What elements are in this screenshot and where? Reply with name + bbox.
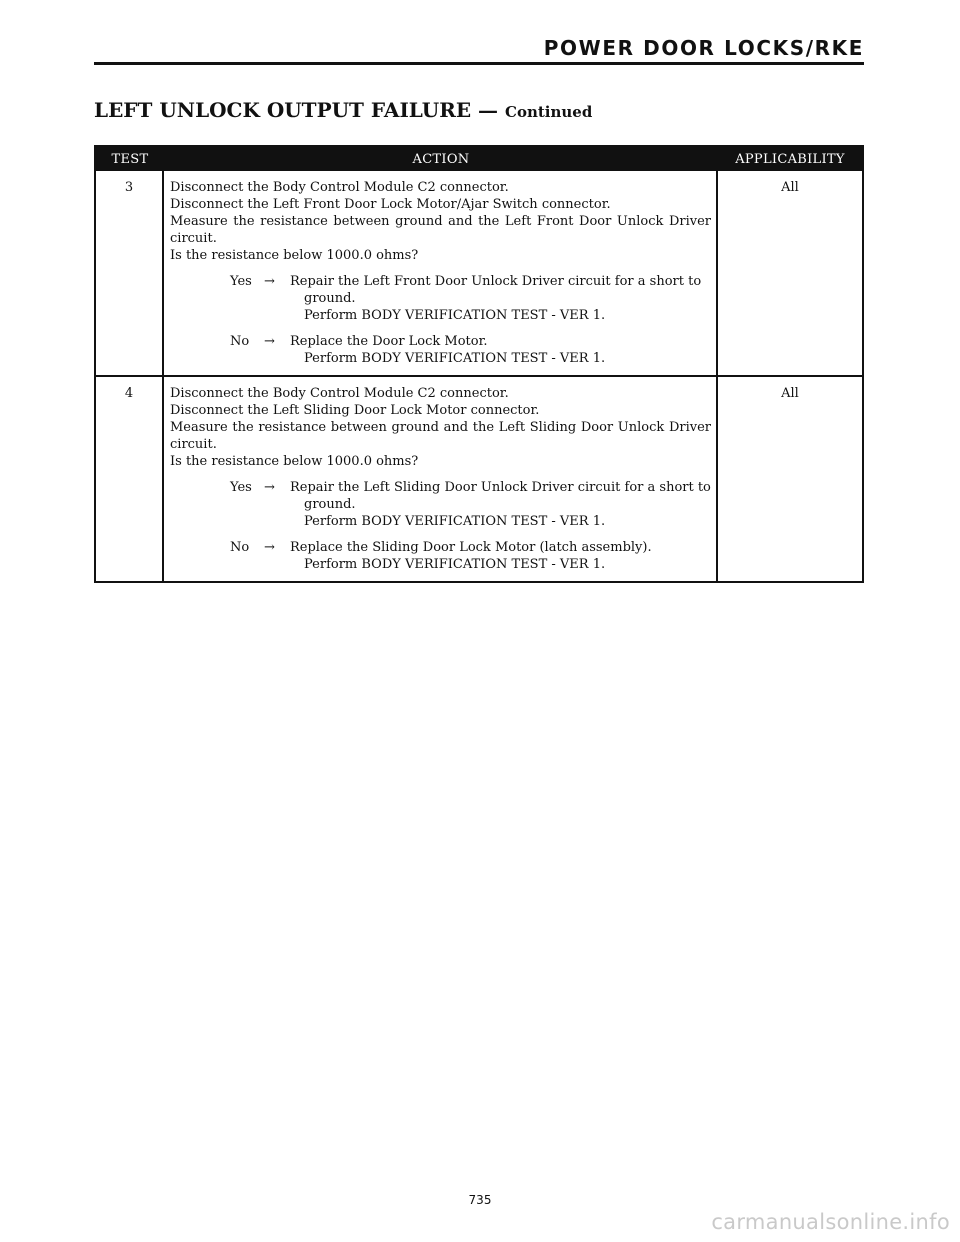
watermark-text: carmanualsonline.info xyxy=(711,1210,950,1234)
test-number: 3 xyxy=(96,171,164,375)
action-step: Disconnect the Left Sliding Door Lock Motor connector. xyxy=(170,403,540,418)
action-cell xyxy=(164,377,718,581)
answer-no-text: Replace the Door Lock Motor. xyxy=(290,334,488,349)
answer-yes-text: Perform BODY VERIFICATION TEST - VER 1. xyxy=(304,308,606,323)
action-step: Measure the resistance between ground and the Left Front Door Unlock Driver circuit. xyxy=(170,214,711,246)
applicability-cell: All xyxy=(781,180,799,195)
action-cell xyxy=(164,171,718,375)
answer-yes-text: ground. xyxy=(304,497,356,512)
test-number: 4 xyxy=(96,377,164,581)
running-header-title: POWER DOOR LOCKS/RKE xyxy=(543,36,864,60)
action-step: Disconnect the Body Control Module C2 connector. xyxy=(170,180,509,195)
answer-no-label: No xyxy=(230,540,250,555)
answer-yes xyxy=(170,273,711,324)
action-question: Is the resistance below 1000.0 ohms? xyxy=(170,454,419,469)
answer-yes-text: Repair the Left Sliding Door Unlock Driver circuit for a short to xyxy=(290,480,711,495)
answer-no-text: Perform BODY VERIFICATION TEST - VER 1. xyxy=(304,557,606,572)
answer-yes-text: Repair the Left Front Door Unlock Driver circuit for a short to xyxy=(290,274,702,289)
answer-no xyxy=(170,333,711,367)
column-header-applicability: APPLICABILITY xyxy=(735,151,845,167)
section-title xyxy=(94,97,592,125)
table-row xyxy=(96,375,862,581)
diagnostic-table xyxy=(94,145,864,583)
applicability-cell: All xyxy=(781,386,799,401)
action-step: Disconnect the Left Front Door Lock Motor/Ajar Switch connector. xyxy=(170,197,611,212)
page-number: 735 xyxy=(468,1193,492,1207)
table-header xyxy=(96,147,862,171)
answer-yes-label: Yes xyxy=(230,274,252,289)
section-title-continued: Continued xyxy=(505,103,593,121)
answer-no-text: Perform BODY VERIFICATION TEST - VER 1. xyxy=(304,351,606,366)
section-title-text: LEFT UNLOCK OUTPUT FAILURE — xyxy=(94,98,499,122)
table-body xyxy=(96,171,862,581)
right-arrow-icon: → xyxy=(264,274,275,289)
answer-no xyxy=(170,539,711,573)
answer-yes-text: Perform BODY VERIFICATION TEST - VER 1. xyxy=(304,514,606,529)
answer-yes-label: Yes xyxy=(230,480,252,495)
answer-yes-text: ground. xyxy=(304,291,356,306)
right-arrow-icon: → xyxy=(264,480,275,495)
answer-no-label: No xyxy=(230,334,250,349)
right-arrow-icon: → xyxy=(264,540,275,555)
right-arrow-icon: → xyxy=(264,334,275,349)
header-rule xyxy=(94,62,864,65)
action-question: Is the resistance below 1000.0 ohms? xyxy=(170,248,419,263)
answer-yes xyxy=(170,479,711,530)
action-step: Disconnect the Body Control Module C2 connector. xyxy=(170,386,509,401)
answer-no-text: Replace the Sliding Door Lock Motor (latch assembly). xyxy=(290,540,652,555)
column-header-test: TEST xyxy=(111,151,149,167)
column-header-action: ACTION xyxy=(412,151,470,167)
action-step: Measure the resistance between ground and the Left Sliding Door Unlock Driver circuit. xyxy=(170,420,711,452)
table-row xyxy=(96,171,862,375)
